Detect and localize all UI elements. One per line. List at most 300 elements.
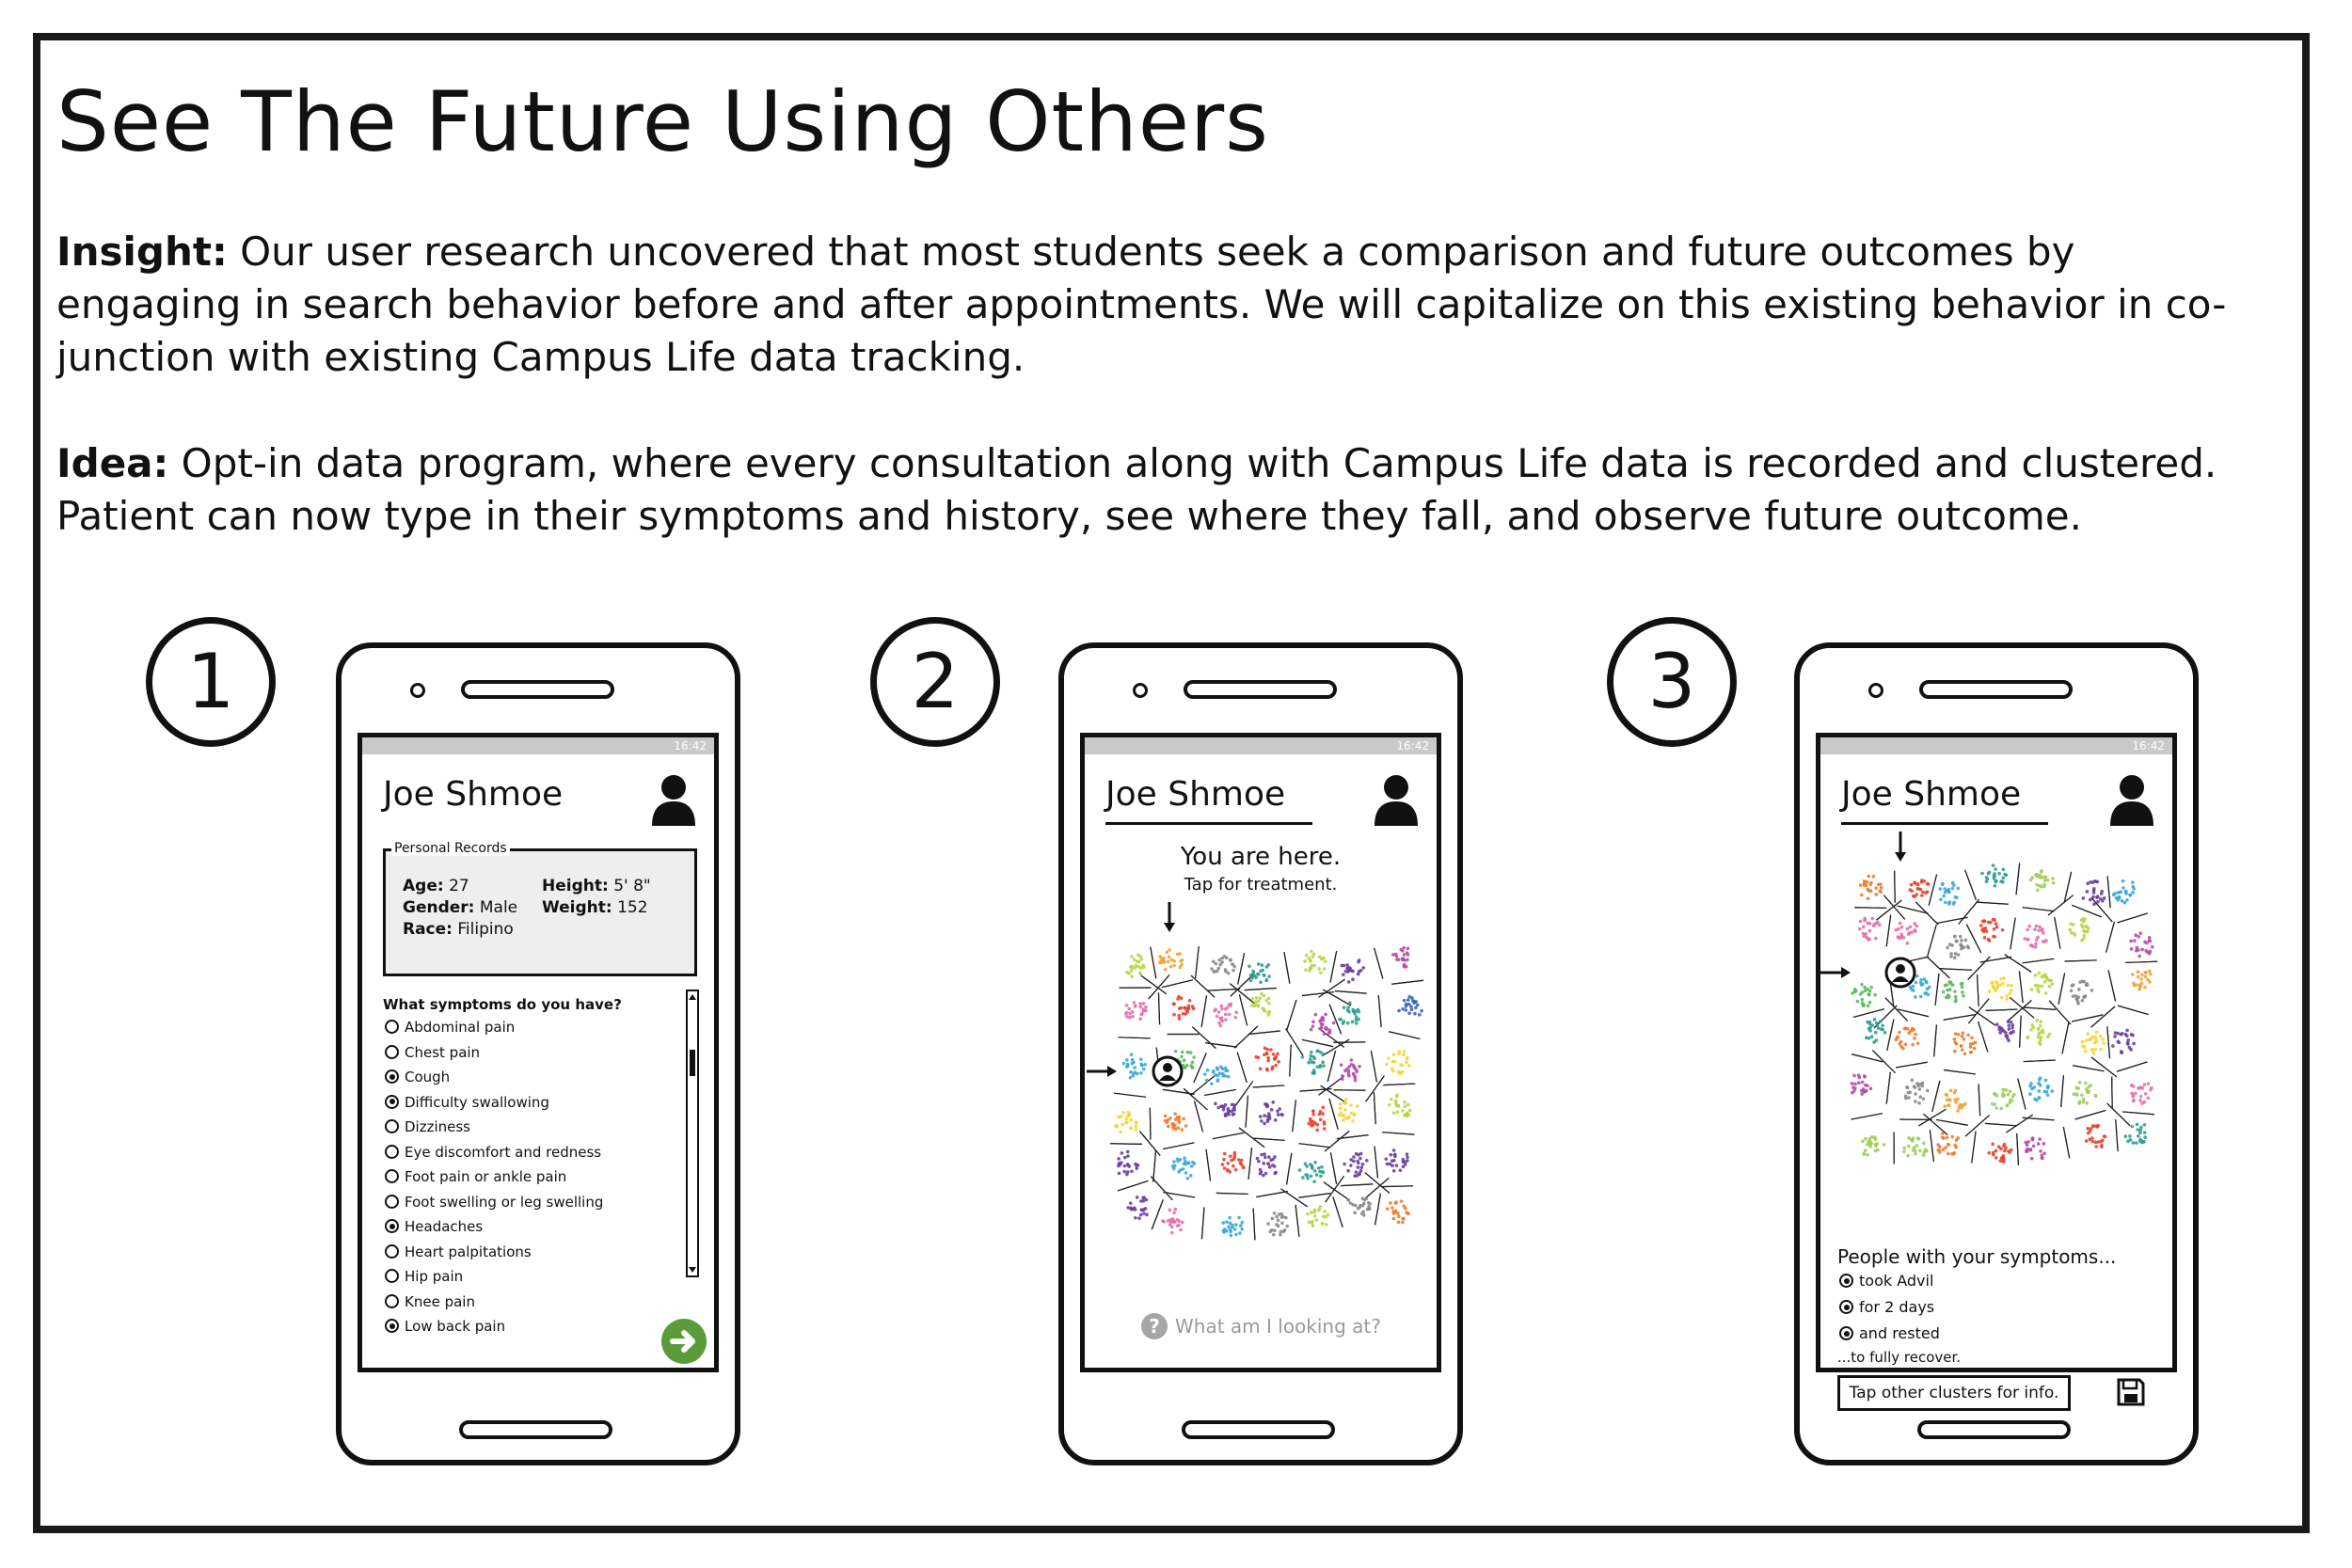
cluster-point	[1168, 1209, 1172, 1212]
cluster-point	[1921, 1082, 1925, 1085]
cluster-point	[1120, 1123, 1124, 1127]
cluster-point	[2043, 1090, 2047, 1094]
cluster-point	[1401, 1217, 1405, 1221]
cluster-point	[2072, 994, 2075, 998]
cluster-point	[1212, 970, 1216, 974]
cluster-point	[1409, 1005, 1413, 1008]
cluster-point	[1233, 1016, 1237, 1020]
cluster-point	[1269, 1159, 1273, 1163]
cluster-point	[2138, 983, 2142, 987]
cluster-point	[1158, 955, 1162, 958]
cluster-point	[1954, 1032, 1958, 1036]
cluster-point	[1313, 1161, 1317, 1164]
cluster-point	[2001, 982, 2005, 986]
cluster-point	[1943, 887, 1947, 891]
next-arrow-button[interactable]	[661, 1319, 707, 1364]
radio-empty-icon[interactable]	[385, 1294, 399, 1308]
cluster-point	[2029, 1148, 2033, 1151]
cluster-point	[1914, 1100, 1917, 1103]
cluster-point	[1270, 1108, 1274, 1112]
cluster-boundary	[1253, 1085, 1285, 1087]
cluster-point	[1918, 1095, 1922, 1099]
cluster-point	[2140, 1141, 2144, 1145]
home-button[interactable]	[459, 1420, 612, 1439]
cluster-point	[1317, 967, 1321, 971]
symptom-option[interactable]	[385, 1217, 483, 1236]
cluster-boundary	[1944, 1015, 1976, 1021]
cluster-boundary	[1364, 1178, 1389, 1198]
phone-2	[1058, 642, 1463, 1465]
cluster-point	[1263, 974, 1266, 977]
cluster-point	[1139, 1213, 1143, 1217]
cluster-point	[2087, 1090, 2090, 1094]
user-location-icon	[1896, 964, 1905, 974]
cluster-point	[1867, 937, 1871, 941]
cluster-point	[1272, 1053, 1276, 1056]
cluster-point	[1332, 1022, 1336, 1025]
cluster-point	[1997, 1145, 2001, 1148]
cluster-point	[1910, 1138, 1914, 1142]
cluster-boundary	[1366, 1076, 1385, 1102]
radio-empty-icon[interactable]	[385, 1169, 399, 1183]
cluster-point	[1947, 890, 1951, 894]
user-avatar-icon[interactable]	[2108, 773, 2155, 826]
cluster-point	[1186, 1051, 1190, 1054]
cluster-point	[1319, 1051, 1323, 1054]
cluster-point	[1917, 1101, 1921, 1105]
cluster-point	[2002, 1154, 2006, 1158]
cluster-point	[1308, 1221, 1311, 1225]
symptom-option[interactable]	[385, 1243, 532, 1261]
cluster-point	[1259, 969, 1263, 973]
cluster-boundary	[2064, 872, 2072, 903]
cluster-boundary	[1298, 1144, 1330, 1148]
symptom-option[interactable]	[385, 1043, 480, 1062]
cluster-point	[2136, 1128, 2139, 1132]
cluster-point	[1875, 1142, 1879, 1146]
cluster-point	[1360, 1165, 1364, 1169]
cluster-point	[1182, 1167, 1185, 1171]
cluster-point	[1904, 1095, 1908, 1099]
cluster-point	[1407, 1011, 1411, 1015]
radio-empty-icon[interactable]	[385, 1145, 399, 1159]
cluster-point	[2037, 1082, 2041, 1085]
cluster-point	[2037, 1142, 2041, 1146]
symptom-scrollbar[interactable]	[686, 990, 699, 1277]
cluster-point	[1946, 989, 1949, 992]
symptom-option[interactable]	[385, 1193, 603, 1212]
cluster-point	[2004, 1034, 2008, 1037]
cluster-point	[1322, 1064, 1326, 1068]
cluster-point	[1356, 1104, 1359, 1108]
home-button[interactable]	[1182, 1420, 1335, 1439]
cluster-point	[2069, 922, 2073, 926]
race-label: Race:	[403, 920, 453, 939]
cluster-point	[1177, 1118, 1181, 1122]
cluster-point	[1899, 936, 1903, 940]
cluster-point	[1917, 1087, 1921, 1091]
cluster-boundary	[2058, 973, 2065, 1004]
cluster-point	[1979, 924, 1983, 927]
cluster-point	[2039, 1020, 2042, 1023]
cluster-point	[2078, 1081, 2082, 1085]
age-label: Age:	[403, 877, 444, 895]
cluster-point	[1913, 928, 1916, 932]
cluster-point	[1167, 960, 1170, 964]
cluster-point	[1911, 1079, 1915, 1083]
home-button[interactable]	[1917, 1420, 2071, 1439]
cluster-point	[1306, 1177, 1310, 1180]
cluster-point	[1358, 1172, 1361, 1176]
cluster-point	[2134, 1092, 2137, 1096]
cluster-point	[1985, 879, 1989, 883]
cluster-point	[1210, 967, 1214, 971]
cluster-point	[1239, 1224, 1243, 1227]
cluster-boundary	[1980, 957, 2012, 962]
cluster-point	[1943, 1104, 1947, 1108]
cluster-boundary	[1324, 1182, 1350, 1201]
cluster-point	[2043, 980, 2047, 984]
cluster-boundary	[1239, 1128, 1264, 1148]
cluster-point	[1314, 1013, 1318, 1017]
cluster-point	[2010, 984, 2013, 988]
cluster-point	[2007, 1038, 2010, 1042]
cluster-point	[1403, 999, 1406, 1003]
cluster-point	[1321, 1170, 1325, 1174]
cluster-point	[1993, 1102, 1996, 1106]
cluster-point	[1132, 1074, 1136, 1078]
cluster-point	[1349, 1164, 1353, 1167]
cluster-point	[2117, 891, 2121, 895]
cluster-point	[1183, 1006, 1186, 1010]
cluster-point	[1875, 1022, 1879, 1025]
radio-empty-icon[interactable]	[385, 1244, 399, 1259]
cluster-point	[2080, 1093, 2084, 1097]
cluster-point	[2090, 1037, 2093, 1041]
radio-empty-icon[interactable]	[385, 1045, 399, 1059]
tap-for-treatment-hint: Tap for treatment.	[1184, 875, 1338, 895]
cluster-point	[2010, 989, 2013, 992]
symptom-option[interactable]	[385, 1093, 549, 1112]
cluster-boundary	[1876, 900, 1901, 920]
cluster-point	[1405, 965, 1408, 969]
user-avatar-icon[interactable]	[1373, 773, 1420, 826]
cluster-boundary	[1375, 948, 1383, 979]
cluster-point	[1956, 1109, 1960, 1113]
cluster-point	[1135, 1166, 1138, 1170]
cluster-point	[2090, 1140, 2094, 1144]
cluster-point	[1121, 1111, 1125, 1115]
cluster-point	[1129, 1118, 1133, 1122]
cluster-point	[1177, 1224, 1181, 1227]
symptom-option[interactable]	[385, 1292, 475, 1311]
cluster-point	[2085, 1038, 2089, 1042]
status-time: 16:42	[2132, 739, 2165, 752]
cluster-point	[1997, 1025, 2001, 1029]
symptom-option[interactable]	[385, 1018, 515, 1037]
cluster-point	[1407, 1064, 1411, 1068]
cluster-boundary	[2019, 971, 2023, 1003]
cluster-point	[2037, 1027, 2041, 1031]
cluster-point	[1257, 1000, 1261, 1004]
tap-clusters-hint-box[interactable]: Tap other clusters for info.	[1837, 1375, 2071, 1411]
cluster-point	[2122, 886, 2125, 890]
cluster-point	[1224, 1018, 1228, 1022]
radio-selected-icon[interactable]	[385, 1069, 399, 1084]
cluster-point	[2008, 1027, 2011, 1031]
cluster-point	[1319, 1027, 1323, 1031]
cluster-point	[1906, 1027, 1910, 1031]
cluster-point	[1129, 1201, 1133, 1205]
cluster-point	[1144, 1006, 1148, 1009]
cluster-point	[1130, 964, 1134, 968]
cluster-point	[2130, 1125, 2134, 1129]
cluster-point	[2001, 1092, 2005, 1096]
cluster-point	[1397, 1052, 1401, 1055]
cluster-point	[1317, 1209, 1321, 1212]
cluster-point	[2030, 1087, 2034, 1091]
cluster-point	[1319, 1175, 1323, 1179]
cluster-point	[1969, 1045, 1973, 1049]
cluster-point	[1941, 882, 1945, 886]
cluster-point	[1343, 1163, 1346, 1166]
cluster-point	[2102, 1041, 2106, 1045]
cluster-point	[2031, 876, 2035, 879]
cluster-point	[1301, 1055, 1305, 1059]
cluster-boundary	[1195, 1101, 1203, 1132]
help-link[interactable]	[1141, 1313, 1381, 1339]
cluster-point	[1135, 1125, 1138, 1129]
cluster-point	[2135, 1141, 2138, 1145]
cluster-point	[1361, 1163, 1365, 1166]
cluster-point	[1228, 1013, 1232, 1017]
cluster-boundary	[1371, 1051, 1376, 1082]
cluster-point	[1874, 1031, 1878, 1035]
cluster-point	[1237, 1216, 1241, 1220]
cluster-point	[1178, 966, 1182, 970]
radio-empty-icon[interactable]	[385, 1195, 399, 1209]
cluster-point	[1242, 1165, 1246, 1169]
cluster-boundary	[2016, 863, 2020, 895]
cluster-point	[2039, 874, 2042, 878]
symptom-option[interactable]	[385, 1317, 505, 1336]
cluster-point	[1911, 1043, 1915, 1047]
cluster-point	[1924, 891, 1928, 895]
cluster-point	[1368, 1202, 1372, 1206]
cluster-point	[1359, 1152, 1363, 1156]
cluster-point	[1222, 1158, 1226, 1162]
insight-paragraph	[56, 226, 2258, 384]
cluster-point	[1879, 890, 1883, 894]
cluster-point	[2025, 1149, 2028, 1153]
cluster-boundary	[1284, 952, 1290, 983]
cluster-point	[1119, 1163, 1122, 1166]
cluster-boundary	[1375, 1194, 1381, 1225]
cluster-point	[1955, 895, 1959, 899]
cluster-point	[1183, 1058, 1186, 1062]
cluster-point	[1325, 1223, 1328, 1227]
cluster-boundary	[2024, 1060, 2056, 1061]
cluster-point	[2144, 1092, 2148, 1096]
cluster-point	[1304, 1173, 1308, 1177]
cluster-point	[1392, 1148, 1396, 1152]
arrow-right-icon	[661, 1319, 707, 1364]
cluster-point	[1262, 1162, 1265, 1165]
cluster-point	[1221, 1221, 1225, 1225]
cluster-point	[2126, 1038, 2130, 1042]
cluster-point	[1138, 955, 1142, 958]
cluster-point	[1267, 1002, 1271, 1006]
cluster-point	[1401, 1007, 1405, 1011]
cluster-point	[1406, 1103, 1410, 1107]
cluster-point	[1307, 1122, 1311, 1126]
cluster-point	[1918, 1148, 1922, 1152]
cluster-point	[2111, 1044, 2115, 1048]
symptom-option[interactable]	[385, 1117, 470, 1136]
cluster-point	[2037, 1036, 2041, 1039]
cluster-point	[2093, 879, 2097, 883]
radio-empty-icon[interactable]	[385, 1269, 399, 1283]
user-avatar-icon[interactable]	[650, 773, 697, 826]
cluster-point	[1323, 1210, 1327, 1213]
save-icon[interactable]	[2116, 1377, 2146, 1407]
cluster-point	[1234, 1168, 1238, 1172]
cluster-point	[2002, 1160, 2006, 1164]
cluster-point	[1131, 1058, 1135, 1062]
cluster-point	[1883, 1143, 1886, 1147]
cluster-point	[1969, 1051, 1973, 1054]
cluster-point	[1406, 947, 1410, 951]
cluster-point	[2082, 937, 2086, 941]
cluster-point	[1140, 1064, 1144, 1068]
cluster-point	[1988, 871, 1992, 875]
symptom-label: Dizziness	[405, 1118, 470, 1135]
cluster-point	[1224, 1007, 1228, 1011]
cluster-point	[1953, 990, 1957, 993]
cluster-boundary	[1924, 1114, 1948, 1134]
cluster-point	[2048, 1033, 2052, 1037]
cluster-point	[1346, 1006, 1350, 1009]
cluster-point	[2042, 940, 2045, 943]
cluster-point	[1280, 1215, 1284, 1219]
cluster-point	[1868, 929, 1872, 933]
cluster-point	[1267, 974, 1271, 978]
cluster-point	[2028, 1092, 2032, 1096]
cluster-point	[1320, 1022, 1324, 1026]
cluster-point	[1953, 1037, 1957, 1041]
radio-selected-icon[interactable]	[385, 1319, 399, 1333]
cluster-map[interactable]	[1085, 902, 1446, 1297]
symptom-option[interactable]	[385, 1267, 463, 1286]
cluster-boundary	[1158, 992, 1159, 1024]
cluster-point	[1216, 1015, 1219, 1019]
cluster-point	[1263, 1114, 1266, 1117]
cluster-point	[2041, 1157, 2044, 1161]
cluster-point	[1166, 950, 1169, 954]
cluster-point	[1232, 1164, 1235, 1168]
cluster-point	[1988, 990, 1992, 993]
cluster-point	[1192, 1007, 1196, 1011]
symptom-option[interactable]	[385, 1068, 450, 1086]
cluster-point	[1255, 996, 1259, 1000]
cluster-point	[2131, 880, 2135, 884]
cluster-point	[2076, 1000, 2080, 1004]
cluster-point	[2076, 1086, 2080, 1090]
cluster-point	[1232, 969, 1235, 973]
cluster-point	[2130, 947, 2134, 951]
cluster-point	[1266, 1011, 1270, 1015]
cluster-point	[2081, 1044, 2085, 1048]
cluster-point	[2009, 1032, 2012, 1036]
cluster-point	[2090, 1127, 2093, 1131]
cluster-point	[1142, 1068, 1146, 1071]
cluster-point	[2038, 1137, 2042, 1141]
cluster-boundary	[1246, 1096, 1248, 1128]
cluster-point	[2118, 896, 2122, 900]
cluster-point	[2094, 1145, 2098, 1148]
cluster-point	[1994, 867, 1997, 871]
cluster-point	[1178, 1116, 1182, 1119]
cluster-point	[2068, 928, 2072, 932]
cluster-point	[1130, 1053, 1134, 1056]
cluster-point	[1319, 971, 1323, 974]
symptom-option[interactable]	[385, 1143, 601, 1162]
radio-empty-icon[interactable]	[385, 1119, 399, 1133]
cluster-point	[1185, 1010, 1189, 1014]
cluster-point	[1309, 1117, 1312, 1121]
cluster-map[interactable]	[1820, 832, 2182, 1236]
cluster-point	[1960, 1044, 1963, 1048]
cluster-point	[1392, 1217, 1396, 1221]
cluster-point	[2038, 926, 2042, 929]
cluster-point	[1352, 1010, 1356, 1014]
cluster-point	[1217, 967, 1221, 971]
cluster-point	[1260, 1119, 1263, 1123]
cluster-boundary	[1152, 1199, 1163, 1229]
cluster-point	[1392, 1212, 1396, 1215]
cluster-boundary	[1389, 1032, 1420, 1039]
cluster-point	[1312, 1180, 1316, 1183]
cluster-point	[1323, 1127, 1327, 1131]
cluster-point	[1401, 1109, 1405, 1113]
cluster-point	[2114, 1031, 2118, 1035]
cluster-point	[1384, 1157, 1388, 1161]
cluster-point	[1922, 879, 1926, 883]
cluster-point	[1880, 886, 1883, 890]
cluster-point	[2037, 1089, 2041, 1093]
cluster-boundary	[1972, 1132, 1976, 1164]
cluster-boundary	[1872, 1051, 1895, 1073]
cluster-point	[1257, 962, 1261, 966]
cluster-point	[1232, 965, 1236, 969]
cluster-point	[1389, 1163, 1392, 1166]
symptom-option[interactable]	[385, 1167, 566, 1186]
radio-selected-icon[interactable]	[385, 1095, 399, 1109]
cluster-point	[1988, 939, 1992, 942]
cluster-point	[1128, 1016, 1132, 1020]
radio-selected-icon[interactable]	[385, 1219, 399, 1233]
cluster-boundary	[1237, 1053, 1247, 1083]
cluster-point	[1947, 1152, 1950, 1156]
speaker-slot	[1184, 680, 1337, 699]
radio-empty-icon[interactable]	[385, 1020, 399, 1034]
cluster-point	[1311, 1113, 1315, 1117]
cluster-boundary	[1391, 980, 1423, 984]
cluster-point	[1867, 896, 1870, 900]
cluster-point	[2046, 1085, 2050, 1088]
cluster-point	[1963, 1053, 1967, 1056]
cluster-point	[1859, 992, 1863, 996]
